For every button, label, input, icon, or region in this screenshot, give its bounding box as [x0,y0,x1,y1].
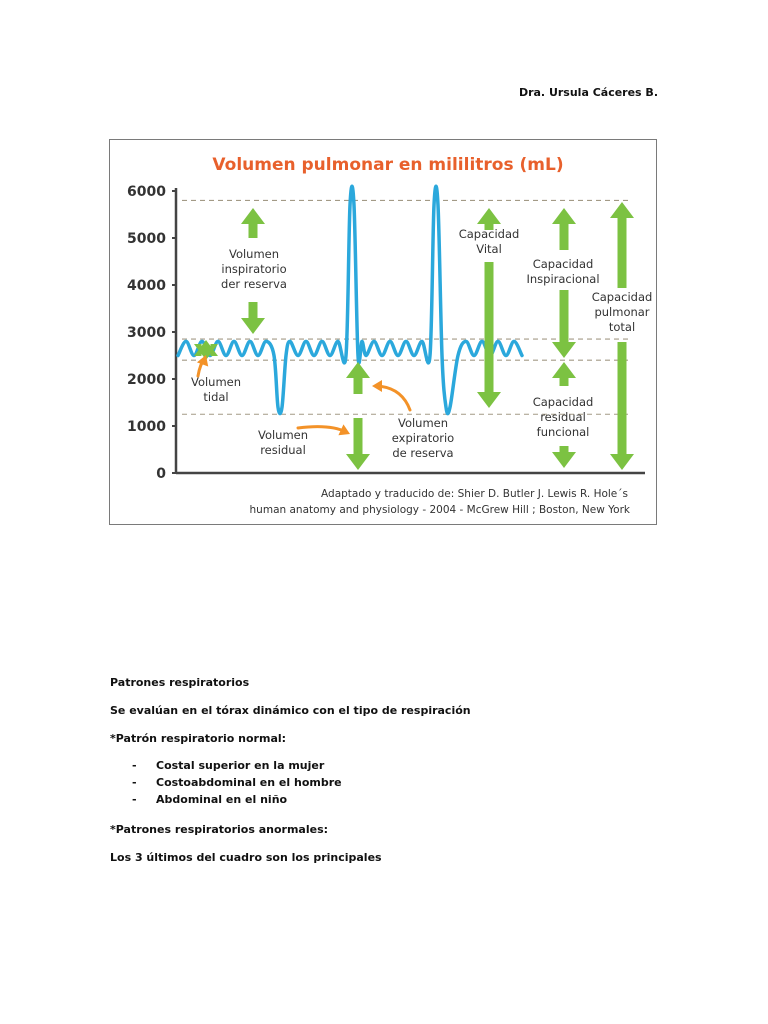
list-item: - Abdominal en el niño [132,793,288,806]
erv-pointer [372,380,410,410]
irv-arrow-up [241,208,265,238]
lung-volume-figure [109,139,657,525]
normal-pattern-list [110,757,670,808]
y-tick-label: 6000 [127,184,166,200]
y-tick-label: 4000 [127,278,166,294]
body-text [110,676,670,864]
y-tick-label: 3000 [127,325,166,341]
total-arrow-down [610,342,634,470]
label-vital: Vital [476,242,502,256]
erv-arrow-down [346,418,370,470]
list-marker: - [132,759,137,772]
credit-line-2: human anatomy and physiology - 2004 - McGrew Hill ; Boston, New York [249,504,630,516]
label-tidal: tidal [203,390,229,404]
label-frc: residual [540,410,586,424]
inspiratory-arrow-down [552,290,576,358]
y-tick-label: 2000 [127,372,166,388]
frc-arrow-up [552,362,576,386]
erv-arrow-up [346,362,370,394]
tidal-pointer [197,355,208,376]
label-erv: expiratorio [391,431,455,445]
label-erv: Volumen [397,416,449,430]
author-name: Dra. Ursula Cáceres B. [518,86,658,99]
section-heading: Patrones respiratorios [110,676,250,689]
y-tick-label: 5000 [127,231,166,247]
label-erv: de reserva [392,446,454,460]
vital-arrow-down [477,262,501,408]
label-residual: Volumen [257,428,309,442]
label-irv: der reserva [221,277,287,291]
inspiratory-arrow-up [552,208,576,250]
label-vital: Capacidad [458,227,520,241]
list-item: - Costal superior en la mujer [132,759,325,772]
label-irv: Volumen [228,247,280,261]
y-tick-label: 1000 [127,419,166,435]
label-inspiratory: Inspiracional [526,272,600,286]
closing-text: Los 3 últimos del cuadro son los principales [110,851,382,864]
label-total: total [608,320,636,334]
frc-arrow-down [552,446,576,468]
credit-line-1: Adaptado y traducido de: Shier D. Butler J. Lewis R. Hole´s [321,488,628,500]
chart-title: Volumen pulmonar en mililitros (mL) [212,155,564,175]
list-marker: - [132,793,137,806]
label-total: Capacidad [591,290,653,304]
label-tidal: Volumen [190,375,242,389]
label-inspiratory: Capacidad [532,257,594,271]
irv-arrow-down [241,302,265,334]
label-frc: funcional [536,425,590,439]
label-residual: residual [260,443,306,457]
label-total: pulmonar [594,305,650,319]
y-tick-label: 0 [156,466,166,482]
label-irv: inspiratorio [221,262,287,276]
list-marker: - [132,776,137,789]
abnormal-pattern-title: *Patrones respiratorios anormales: [110,823,329,836]
normal-pattern-title: *Patrón respiratorio normal: [110,732,287,745]
total-arrow-up [610,202,634,288]
label-frc: Capacidad [532,395,594,409]
lung-volume-chart [110,140,656,524]
intro-text: Se evalúan en el tórax dinámico con el tipo de respiración [110,704,471,717]
list-item: - Costoabdominal en el hombre [132,776,342,789]
